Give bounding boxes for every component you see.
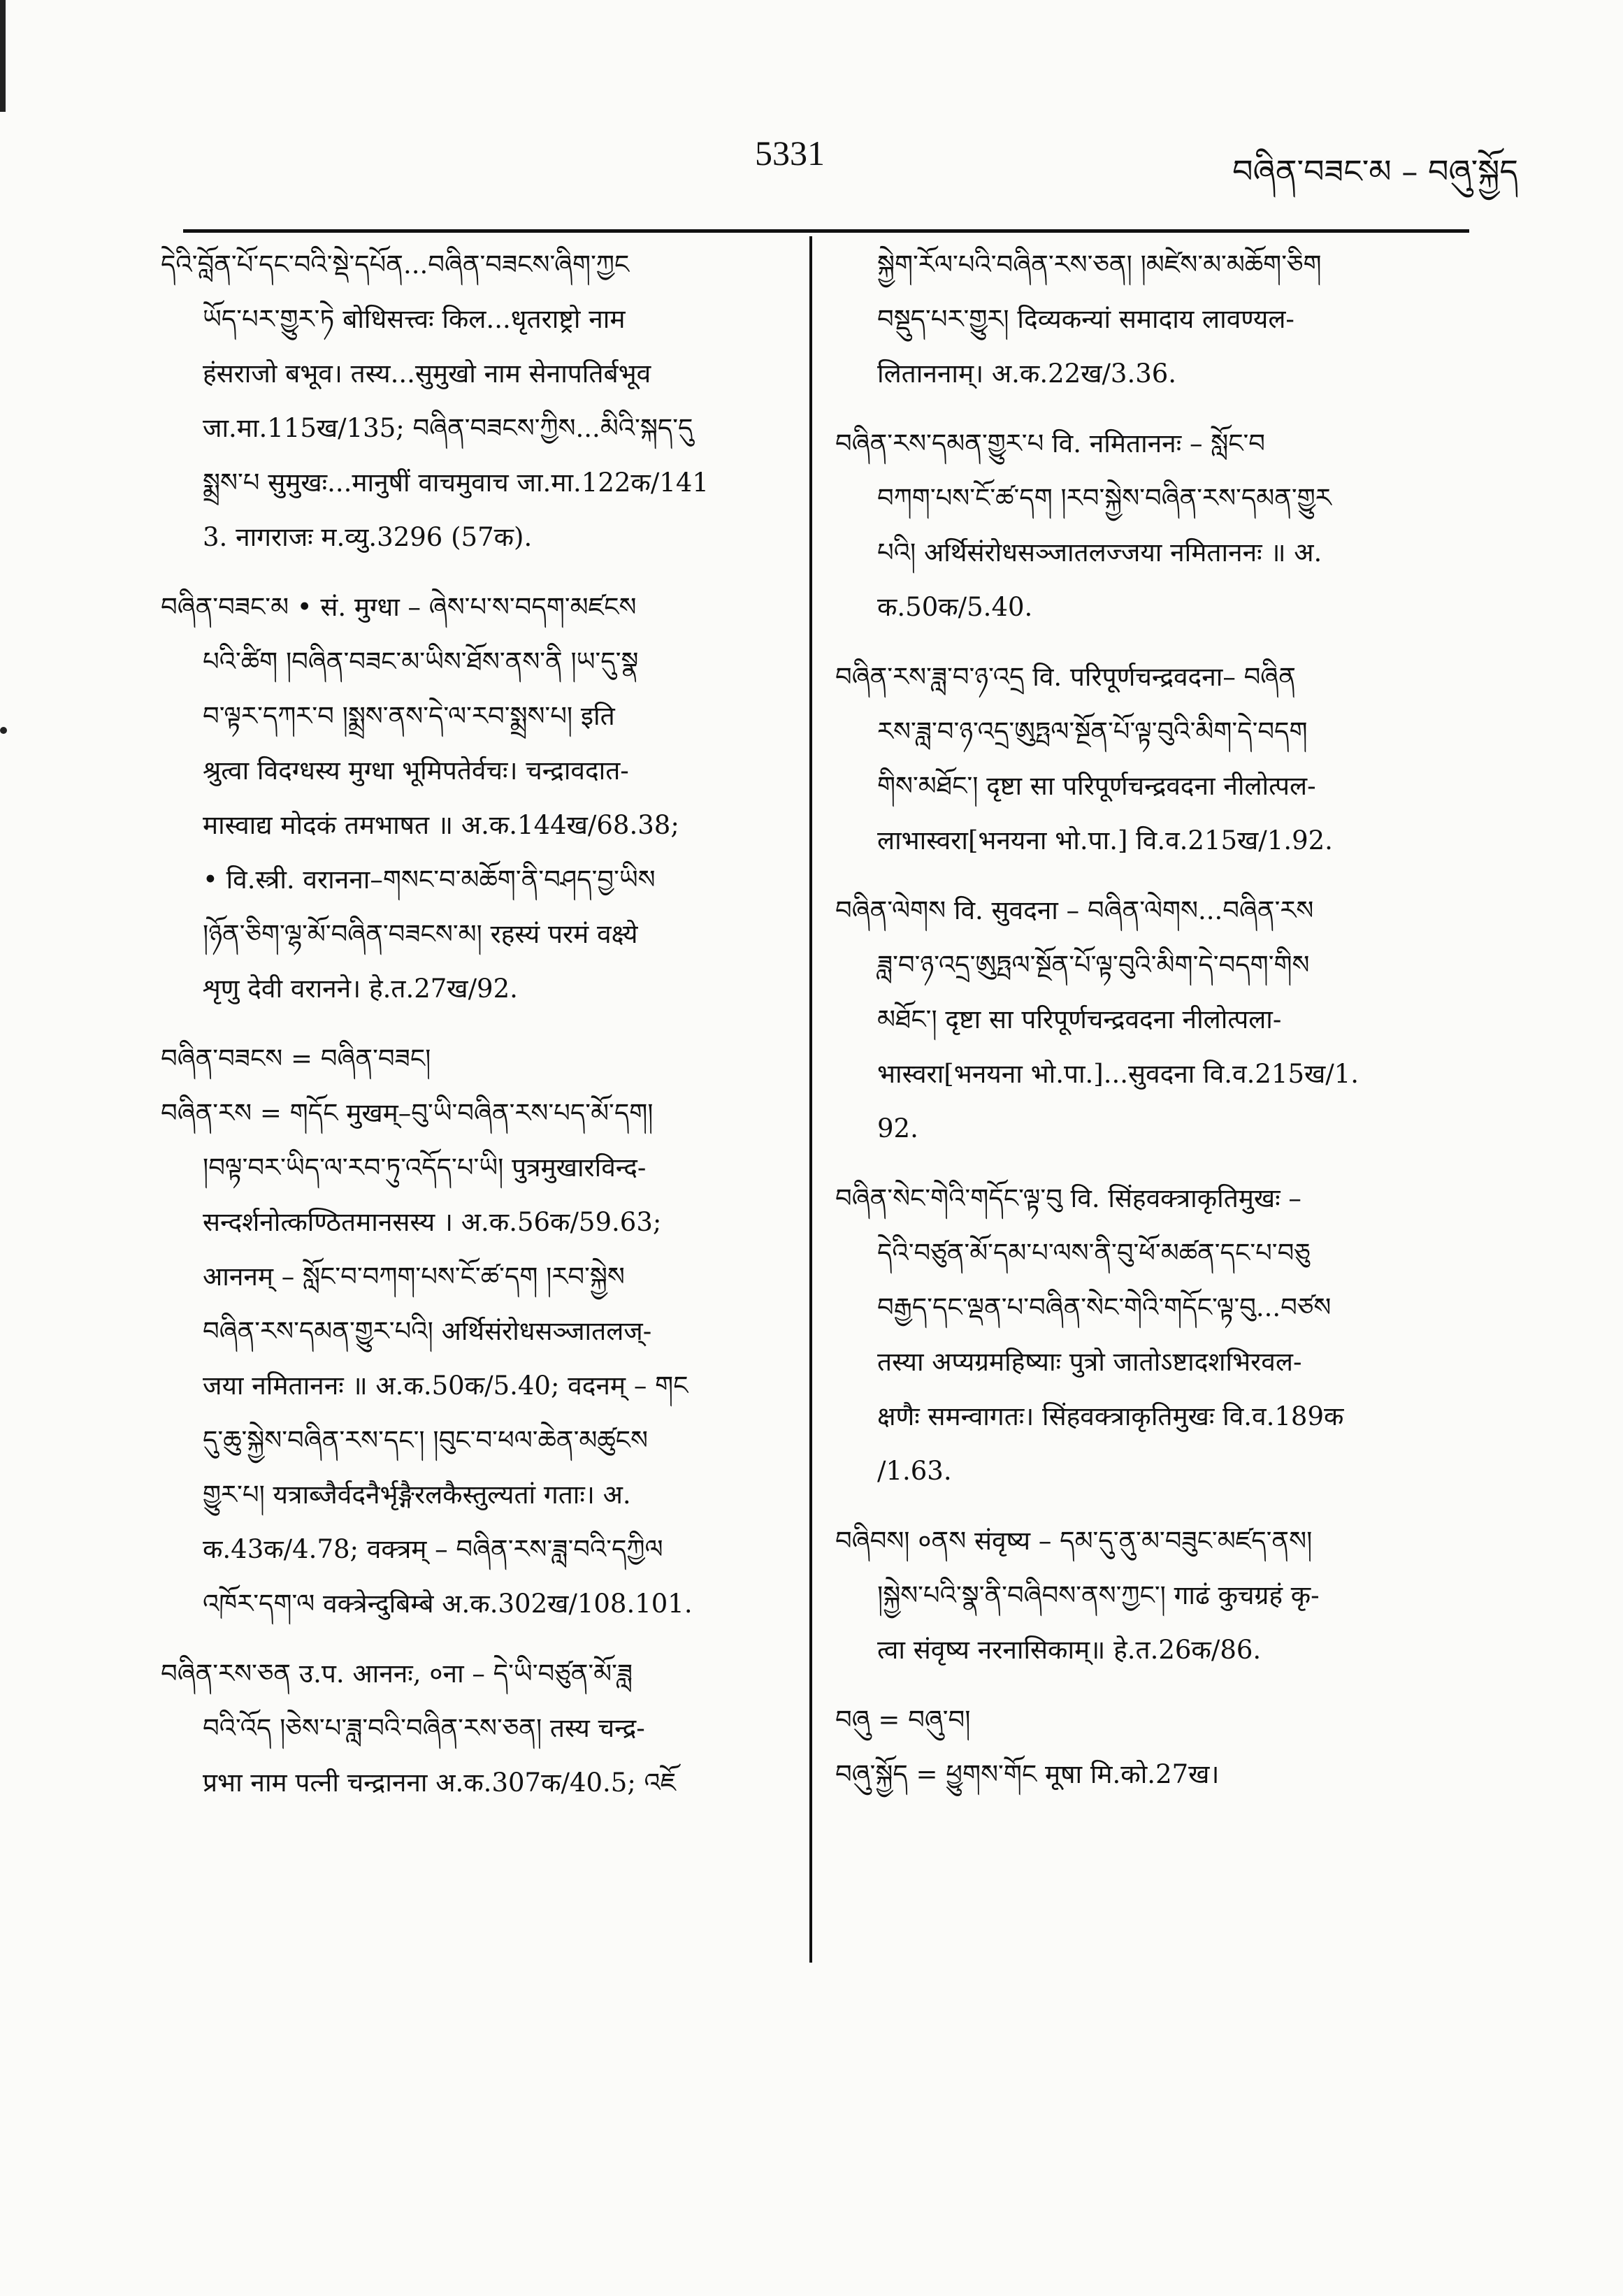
entry-line: །ཉོན་ཅིག་ལྷ་མོ་བཞིན་བཟངས་མ། रहस्यं परमं वक्ष्ये xyxy=(203,919,638,949)
page-number: 5331 xyxy=(755,133,825,173)
entry-line: सन्दर्शनोत्कण्ठितमानसस्य । अ.क.56क/59.63; xyxy=(203,1207,662,1237)
spacer xyxy=(835,1156,1471,1171)
entry-line: བསྡུད་པར་གྱུར། दिव्यकन्यां समादाय लावण्यल- xyxy=(877,304,1294,334)
column-divider xyxy=(809,236,812,1963)
running-head: བཞིན་བཟང་མ – བཞུ་སྐྱོད xyxy=(1232,152,1518,190)
spacer xyxy=(161,1631,790,1647)
entry-line: आननम् – སློང་བ་བཀག་པས་ངོ་ཚ་དག །རབ་སྐྱེས xyxy=(203,1262,625,1292)
entry-line: क.50क/5.40. xyxy=(877,592,1033,622)
entry-headword-line: བཞིན་རས་དམན་གྱུར་པ वि. नमिताननः – སློང་བ xyxy=(835,428,1266,459)
entry-headword-line: བཞིན་རས་ཅན उ.प. आननः, ०ना – དེ་ཡི་བཙུན་མོ་ཟླ xyxy=(161,1659,633,1689)
entry-headword-line: བཞིན་བཟངས = བཞིན་བཟང། xyxy=(161,1044,431,1074)
entry-line: དུ་ཆུ་སྐྱེས་བཞིན་རས་དང་། །བུང་བ་ཕལ་ཆེན་མཚུངས xyxy=(203,1425,648,1455)
entry-line: शृणु देवी वरानने। हे.त.27ख/92. xyxy=(203,974,518,1004)
entry-line: तस्या अप्यग्रमहिष्याः पुत्रो जातोऽष्टादशभिरवल- xyxy=(877,1347,1302,1377)
entry-line: བ་ལྟར་དཀར་བ །སྨྲས་ནས་དེ་ལ་རབ་སྨྲས་པ། इति xyxy=(203,701,615,731)
spacer xyxy=(835,401,1471,417)
spacer xyxy=(835,1677,1471,1693)
entry-line: क्षणैः समन्वागतः। सिंहवक्त्राकृतिमुखः वि.व.189क xyxy=(877,1401,1344,1431)
spacer xyxy=(161,565,790,580)
entry-line: གིས་མཐོང་། दृष्टा सा परिपूर्णचन्द्रवदना नीलोत्पल- xyxy=(877,771,1316,801)
entry-line: རས་ཟླ་བ་ཉ་འདྲ་ཨུཏྤལ་སྔོན་པོ་ལྟ་བུའི་མིག་དེ་བདག xyxy=(877,716,1308,746)
entry-line: མཐོང་། दृष्टा सा परिपूर्णचन्द्रवदना नीलोत्पला- xyxy=(877,1004,1282,1034)
entry-line: པའི། अर्थिसंरोधसञ्जातलज्जया नमिताननः ॥ अ. xyxy=(877,537,1322,568)
entry-headword-line: བཞིན་སེང་གེའི་གདོང་ལྟ་བུ वि. सिंहवक्त्राकृतिमुखः – xyxy=(835,1183,1301,1213)
entry-line: བའི་འོད །ཅེས་པ་ཟླ་བའི་བཞིན་རས་ཅན། तस्य चन्द्र- xyxy=(203,1713,645,1743)
entry-headword-line: བཞིན་བཟང་མ • सं. मुग्धा – ཞེས་པ་ས་བདག་མཛངས xyxy=(161,592,637,622)
entry-line: जया नमिताननः ॥ अ.क.50क/5.40; वदनम् – གང xyxy=(203,1371,688,1401)
entry-line: དེའི་བློན་པོ་དང་བའི་སྡེ་དཔོན...བཞིན་བཟངས་ཞིག་ཀྱང xyxy=(161,250,630,280)
entry-line: जा.मा.115ख/135; བཞིན་བཟངས་ཀྱིས...མིའི་སྐད་དུ xyxy=(203,413,693,443)
entry-headword-line: བཞིབས། ०ནས संवृष्य – དམ་དུ་ནུ་མ་བཟུང་མཛད་ནས། xyxy=(835,1526,1313,1556)
entry-line: བརྒྱད་དང་ལྡན་པ་བཞིན་སེང་གེའི་གདོང་ལྟ་བུ...བཙས xyxy=(877,1292,1332,1322)
entry-line: /1.63. xyxy=(877,1456,952,1486)
entry-line: ཟླ་བ་ཉ་འདྲ་ཨུཏྤལ་སྔོན་པོ་ལྟ་བུའི་མིག་དེ་བདག་གིས xyxy=(877,950,1310,980)
entry-line: ཡོད་པར་གྱུར་ཏེ बोधिसत्त्वः किल...धृतराष्ट्रो नाम xyxy=(203,304,626,334)
entry-line: སྨྲས་པ सुमुखः...मानुषीं वाचमुवाच जा.मा.122क/141 xyxy=(203,468,709,498)
entry-line: • वि.स्त्री. वरानना–གསང་བ་མཆོག་ནི་བཤད་བྱ་ཡིས xyxy=(203,865,656,895)
entry-line: །སྐྱེས་པའི་སྣ་ནི་བཞིབས་ནས་ཀྱང་། गाढं कुचग्रहं कृ- xyxy=(877,1580,1320,1610)
spacer xyxy=(161,1016,790,1032)
entry-line: श्रुत्वा विदग्धस्य मुग्धा भूमिपतेर्वचः। चन्द्रावदात- xyxy=(203,756,629,786)
entry-line: क.43क/4.78; वक्त्रम् – བཞིན་རས་ཟླ་བའི་དཀྱིལ xyxy=(203,1534,663,1564)
spacer xyxy=(835,1499,1471,1514)
entry-line: པའི་ཚིག །བཞིན་བཟང་མ་ཡིས་ཐོས་ནས་ནི །ཡ་དུ་སྣ xyxy=(203,647,639,677)
entry-line: །བལྟ་བར་ཡིད་ལ་རབ་ཏུ་འདོད་པ་ཡི། पुत्रमुखारविन्द- xyxy=(203,1153,647,1183)
left-edge-dot xyxy=(0,727,7,734)
entry-line: लिताननाम्। अ.क.22ख/3.36. xyxy=(877,359,1177,389)
left-edge-mark xyxy=(0,0,6,112)
entry-line: དེའི་བཙུན་མོ་དམ་པ་ལས་ནི་བུ་ཕོ་མཚན་དང་པ་བཅུ xyxy=(877,1238,1311,1268)
entry-line: प्रभा नाम पत्नी चन्द्रानना अ.क.307क/40.5; འཇོ xyxy=(203,1768,677,1798)
entry-line: भास्वरा[भनयना भो.पा.]...सुवदना वि.व.215ख/1. xyxy=(877,1059,1359,1089)
entry-line: मास्वाद्य मोदकं तमभाषत ॥ अ.क.144ख/68.38; xyxy=(203,810,679,840)
entry-line: བཞིན་རས་དམན་གྱུར་པའི། अर्थिसंरोधसञ्जातलज्- xyxy=(203,1316,652,1346)
right-column xyxy=(835,238,1471,1802)
entry-headword-line: བཞིན་རས་ཟླ་བ་ཉ་འདྲ वि. परिपूर्णचन्द्रवदना– བཞིན xyxy=(835,662,1296,692)
left-column xyxy=(161,238,790,1810)
spacer xyxy=(835,635,1471,650)
entry-headword-line: བཞུ་སྐྱོད = ཕྱུགས་གོང मूषा मि.को.27ख। xyxy=(835,1759,1220,1789)
top-rule xyxy=(183,229,1469,233)
entry-headword-line: བཞིན་རས = གདོང मुखम्–བུ་ཡི་བཞིན་རས་པད་མོ་དག། xyxy=(161,1098,654,1128)
entry-line: हंसराजो बभूव। तस्य...सुमुखो नाम सेनापतिर्बभूव xyxy=(203,359,651,389)
entry-line: བཀག་པས་ངོ་ཚ་དག །རབ་སྐྱེས་བཞིན་རས་དམན་གྱུར xyxy=(877,483,1332,513)
entry-headword-line: བཞུ = བཞུ་བ། xyxy=(835,1705,971,1735)
entry-line: འཁོར་དག་ལ वक्त्रेन्दुबिम्बे अ.क.302ख/108.101. xyxy=(203,1589,693,1619)
entry-line: 92. xyxy=(877,1113,918,1143)
entry-headword-line: བཞིན་ལེགས वि. सुवदना – བཞིན་ལེགས...བཞིན་རས xyxy=(835,895,1314,925)
entry-line: 3. नागराजः म.व्यु.3296 (57क). xyxy=(203,522,533,552)
entry-line: སྐྱེག་རོལ་པའི་བཞིན་རས་ཅན། །མཛེས་མ་མཆོག་ཅིག xyxy=(877,250,1322,280)
spacer xyxy=(835,868,1471,883)
entry-line: त्वा संवृष्य नरनासिकाम्॥ हे.त.26क/86. xyxy=(877,1635,1262,1665)
entry-line: लाभास्वरा[भनयना भो.पा.] वि.व.215ख/1.92. xyxy=(877,825,1333,855)
entry-line: གྱུར་པ། यत्राब्जैर्वदनैर्भृङ्गैरलकैस्तुल्यतां गताः। अ. xyxy=(203,1480,631,1510)
